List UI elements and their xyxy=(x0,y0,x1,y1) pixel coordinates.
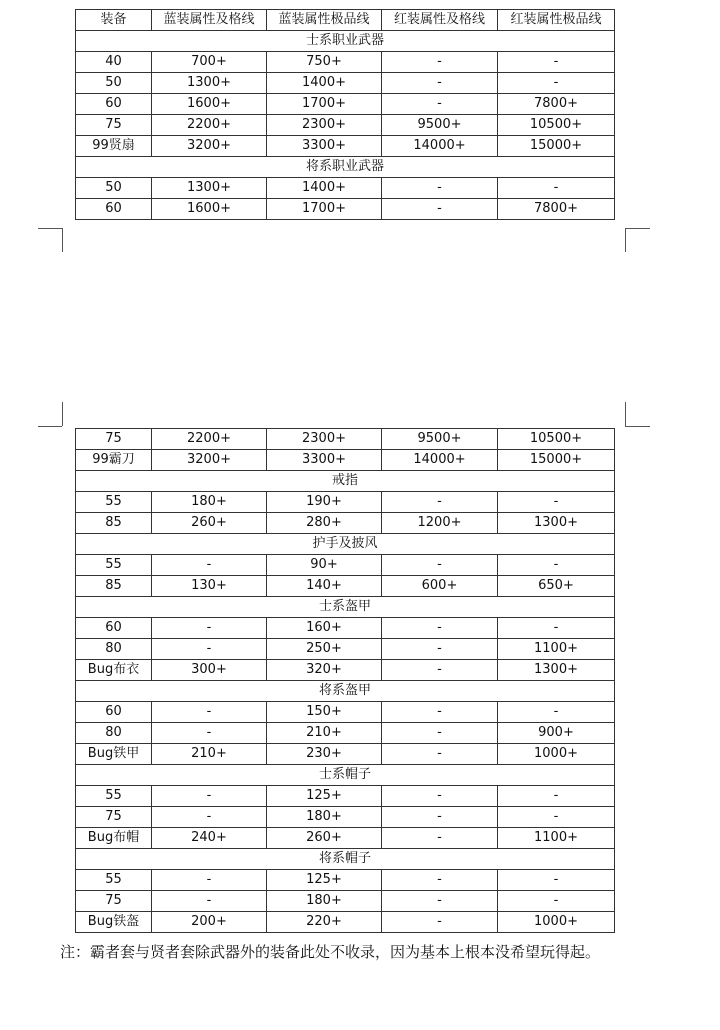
equipment-cell: 55 xyxy=(76,492,152,513)
table-row xyxy=(76,73,615,94)
value-cell: - xyxy=(382,639,498,660)
section-row xyxy=(76,597,615,618)
value-cell: - xyxy=(382,702,498,723)
value-cell: - xyxy=(382,94,498,115)
equipment-cell: 99贤扇 xyxy=(76,136,152,157)
value-cell: 750+ xyxy=(267,52,382,73)
section-row xyxy=(76,471,615,492)
value-cell: 1400+ xyxy=(267,73,382,94)
value-cell: - xyxy=(382,73,498,94)
equipment-cell: 80 xyxy=(76,639,152,660)
table-row xyxy=(76,555,615,576)
table-row xyxy=(76,618,615,639)
value-cell: - xyxy=(152,639,267,660)
equipment-cell: 50 xyxy=(76,73,152,94)
value-cell: 200+ xyxy=(152,912,267,933)
value-cell: 700+ xyxy=(152,52,267,73)
table-row xyxy=(76,450,615,471)
section-row xyxy=(76,31,615,52)
equipment-cell: 75 xyxy=(76,807,152,828)
equipment-cell: 55 xyxy=(76,555,152,576)
table-row xyxy=(76,576,615,597)
equipment-cell: 99霸刀 xyxy=(76,450,152,471)
value-cell: - xyxy=(382,786,498,807)
value-cell: 260+ xyxy=(267,828,382,849)
table-row xyxy=(76,870,615,891)
header-red-pass: 红装属性及格线 xyxy=(382,10,498,31)
value-cell: 125+ xyxy=(267,870,382,891)
header-equipment: 装备 xyxy=(76,10,152,31)
equipment-cell: Bug布衣 xyxy=(76,660,152,681)
value-cell: 3300+ xyxy=(267,450,382,471)
header-blue-best: 蓝装属性极品线 xyxy=(267,10,382,31)
value-cell: 1400+ xyxy=(267,178,382,199)
table-row xyxy=(76,891,615,912)
equipment-cell: 80 xyxy=(76,723,152,744)
value-cell: 220+ xyxy=(267,912,382,933)
value-cell: - xyxy=(498,492,615,513)
value-cell: 150+ xyxy=(267,702,382,723)
equipment-cell: 75 xyxy=(76,429,152,450)
value-cell: 1300+ xyxy=(498,513,615,534)
header-blue-pass: 蓝装属性及格线 xyxy=(152,10,267,31)
equipment-cell: 75 xyxy=(76,115,152,136)
equipment-cell: 60 xyxy=(76,199,152,220)
value-cell: 230+ xyxy=(267,744,382,765)
equipment-table-page1 xyxy=(75,9,615,220)
value-cell: - xyxy=(498,555,615,576)
value-cell: 1000+ xyxy=(498,912,615,933)
value-cell: - xyxy=(152,723,267,744)
section-title: 士系盔甲 xyxy=(76,597,615,618)
value-cell: - xyxy=(382,492,498,513)
equipment-cell: 60 xyxy=(76,618,152,639)
section-row xyxy=(76,849,615,870)
section-row xyxy=(76,157,615,178)
value-cell: - xyxy=(382,555,498,576)
value-cell: 1300+ xyxy=(152,73,267,94)
value-cell: - xyxy=(152,870,267,891)
value-cell: 240+ xyxy=(152,828,267,849)
equipment-cell: 55 xyxy=(76,786,152,807)
equipment-cell: Bug铁甲 xyxy=(76,744,152,765)
table-row xyxy=(76,52,615,73)
value-cell: 2300+ xyxy=(267,115,382,136)
value-cell: - xyxy=(382,660,498,681)
value-cell: - xyxy=(382,178,498,199)
equipment-cell: 50 xyxy=(76,178,152,199)
section-row xyxy=(76,534,615,555)
value-cell: 1600+ xyxy=(152,94,267,115)
value-cell: - xyxy=(382,52,498,73)
value-cell: 180+ xyxy=(267,807,382,828)
value-cell: 650+ xyxy=(498,576,615,597)
value-cell: 1300+ xyxy=(498,660,615,681)
value-cell: - xyxy=(382,870,498,891)
value-cell: 1600+ xyxy=(152,199,267,220)
value-cell: - xyxy=(382,891,498,912)
table-row xyxy=(76,828,615,849)
value-cell: - xyxy=(152,807,267,828)
value-cell: 9500+ xyxy=(382,115,498,136)
value-cell: - xyxy=(498,870,615,891)
value-cell: 1300+ xyxy=(152,178,267,199)
value-cell: 190+ xyxy=(267,492,382,513)
value-cell: - xyxy=(498,702,615,723)
value-cell: 15000+ xyxy=(498,450,615,471)
value-cell: - xyxy=(382,828,498,849)
value-cell: 1100+ xyxy=(498,639,615,660)
table-row xyxy=(76,94,615,115)
footnote: 注：霸者套与贤者套除武器外的装备此处不收录，因为基本上根本没希望玩得起。 xyxy=(60,943,601,961)
value-cell: 3200+ xyxy=(152,136,267,157)
value-cell: 10500+ xyxy=(498,429,615,450)
value-cell: 300+ xyxy=(152,660,267,681)
value-cell: 15000+ xyxy=(498,136,615,157)
equipment-cell: 85 xyxy=(76,513,152,534)
value-cell: 600+ xyxy=(382,576,498,597)
value-cell: 7800+ xyxy=(498,94,615,115)
table-row xyxy=(76,115,615,136)
value-cell: - xyxy=(498,178,615,199)
value-cell: - xyxy=(152,891,267,912)
value-cell: - xyxy=(498,891,615,912)
value-cell: 250+ xyxy=(267,639,382,660)
section-title: 将系盔甲 xyxy=(76,681,615,702)
value-cell: 260+ xyxy=(152,513,267,534)
value-cell: - xyxy=(498,786,615,807)
value-cell: 320+ xyxy=(267,660,382,681)
value-cell: 1100+ xyxy=(498,828,615,849)
value-cell: 125+ xyxy=(267,786,382,807)
value-cell: 14000+ xyxy=(382,450,498,471)
table-row xyxy=(76,660,615,681)
value-cell: 9500+ xyxy=(382,429,498,450)
value-cell: - xyxy=(152,555,267,576)
value-cell: 140+ xyxy=(267,576,382,597)
value-cell: 3300+ xyxy=(267,136,382,157)
section-title: 将系帽子 xyxy=(76,849,615,870)
value-cell: - xyxy=(382,618,498,639)
value-cell: 280+ xyxy=(267,513,382,534)
value-cell: 180+ xyxy=(267,891,382,912)
value-cell: 210+ xyxy=(152,744,267,765)
value-cell: - xyxy=(382,723,498,744)
section-row xyxy=(76,681,615,702)
value-cell: 14000+ xyxy=(382,136,498,157)
table-row xyxy=(76,429,615,450)
equipment-cell: 85 xyxy=(76,576,152,597)
value-cell: - xyxy=(498,618,615,639)
table-row xyxy=(76,513,615,534)
value-cell: - xyxy=(382,912,498,933)
value-cell: 130+ xyxy=(152,576,267,597)
table-row xyxy=(76,178,615,199)
section-row xyxy=(76,765,615,786)
value-cell: - xyxy=(152,618,267,639)
value-cell: - xyxy=(382,807,498,828)
section-title: 护手及披风 xyxy=(76,534,615,555)
table-row xyxy=(76,723,615,744)
table-row xyxy=(76,136,615,157)
equipment-cell: Bug布帽 xyxy=(76,828,152,849)
equipment-table-page2 xyxy=(75,428,615,933)
value-cell: 10500+ xyxy=(498,115,615,136)
value-cell: - xyxy=(382,744,498,765)
value-cell: 1000+ xyxy=(498,744,615,765)
value-cell: - xyxy=(498,52,615,73)
table-row xyxy=(76,786,615,807)
value-cell: 900+ xyxy=(498,723,615,744)
value-cell: - xyxy=(152,702,267,723)
equipment-cell: 40 xyxy=(76,52,152,73)
equipment-cell: Bug铁盔 xyxy=(76,912,152,933)
table-row xyxy=(76,744,615,765)
table-row xyxy=(76,492,615,513)
section-title: 士系帽子 xyxy=(76,765,615,786)
table-row xyxy=(76,702,615,723)
value-cell: 2300+ xyxy=(267,429,382,450)
table-row xyxy=(76,639,615,660)
equipment-cell: 60 xyxy=(76,94,152,115)
header-red-best: 红装属性极品线 xyxy=(498,10,615,31)
table-row xyxy=(76,199,615,220)
value-cell: - xyxy=(498,73,615,94)
value-cell: 3200+ xyxy=(152,450,267,471)
value-cell: 2200+ xyxy=(152,429,267,450)
value-cell: 1700+ xyxy=(267,199,382,220)
value-cell: 1200+ xyxy=(382,513,498,534)
equipment-cell: 60 xyxy=(76,702,152,723)
value-cell: 210+ xyxy=(267,723,382,744)
value-cell: 1700+ xyxy=(267,94,382,115)
value-cell: 2200+ xyxy=(152,115,267,136)
value-cell: 90+ xyxy=(267,555,382,576)
section-title: 将系职业武器 xyxy=(76,157,615,178)
section-title: 士系职业武器 xyxy=(76,31,615,52)
table-row xyxy=(76,807,615,828)
value-cell: - xyxy=(152,786,267,807)
table-header-row xyxy=(76,10,615,31)
value-cell: - xyxy=(382,199,498,220)
value-cell: 180+ xyxy=(152,492,267,513)
value-cell: - xyxy=(498,807,615,828)
section-title: 戒指 xyxy=(76,471,615,492)
equipment-cell: 55 xyxy=(76,870,152,891)
equipment-cell: 75 xyxy=(76,891,152,912)
value-cell: 7800+ xyxy=(498,199,615,220)
table-row xyxy=(76,912,615,933)
value-cell: 160+ xyxy=(267,618,382,639)
